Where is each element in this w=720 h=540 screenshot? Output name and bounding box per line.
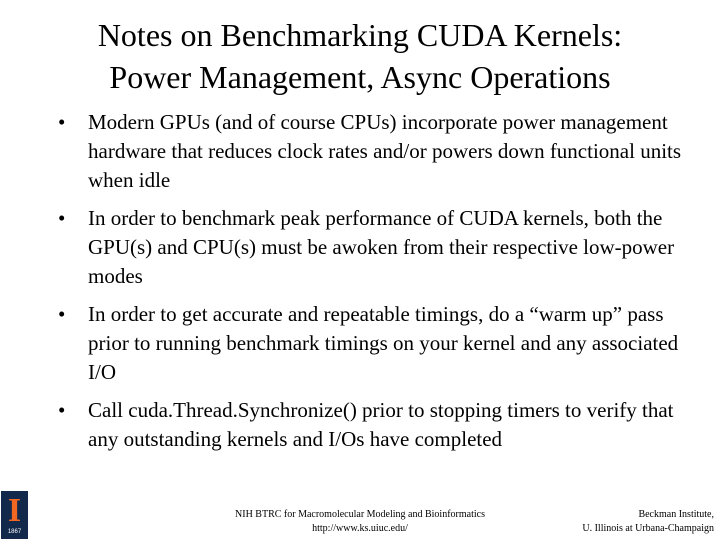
bullet-marker: • [58,398,66,422]
footer-right [514,508,714,536]
university-logo [1,491,28,539]
bullet-list [58,108,698,463]
footer-center-line-1: NIH BTRC for Macromolecular Modeling and Bioinformatics [235,509,485,520]
footer-right-line-1: Beckman Institute, [638,509,714,520]
slide-title-line-1: Notes on Benchmarking CUDA Kernels: [97,17,623,53]
footer-right-line-2: U. Illinois at Urbana-Champaign [582,523,714,534]
bullet-marker: • [58,110,66,134]
bullet-text: Modern GPUs (and of course CPUs) incorporate power management hardware that reduces clock rates and/or powers down functional units when idle [88,110,682,192]
bullet-item [58,108,698,195]
bullet-item [58,204,698,291]
bullet-marker: • [58,206,66,230]
bullet-text: Call cuda.Thread.Synchronize() prior to stopping timers to verify that any outstanding kernels and I/Os have completed [88,398,674,451]
footer-center-line-2: http://www.ks.uiuc.edu/ [312,523,408,534]
bullet-item [58,300,698,387]
bullet-marker: • [58,302,66,326]
logo-mark: I [7,492,22,529]
bullet-text: In order to benchmark peak performance of CUDA kernels, both the GPU(s) and CPU(s) must be awoken from their respective low-power modes [88,206,675,288]
bullet-item [58,396,698,454]
footer-center [210,508,510,536]
logo-year: 1867 [7,529,22,535]
slide-title [0,14,720,98]
bullet-text: In order to get accurate and repeatable timings, do a “warm up” pass prior to running benchmark timings on your kernel and any associated I/O [88,302,679,384]
slide-title-line-2: Power Management, Async Operations [109,59,611,95]
